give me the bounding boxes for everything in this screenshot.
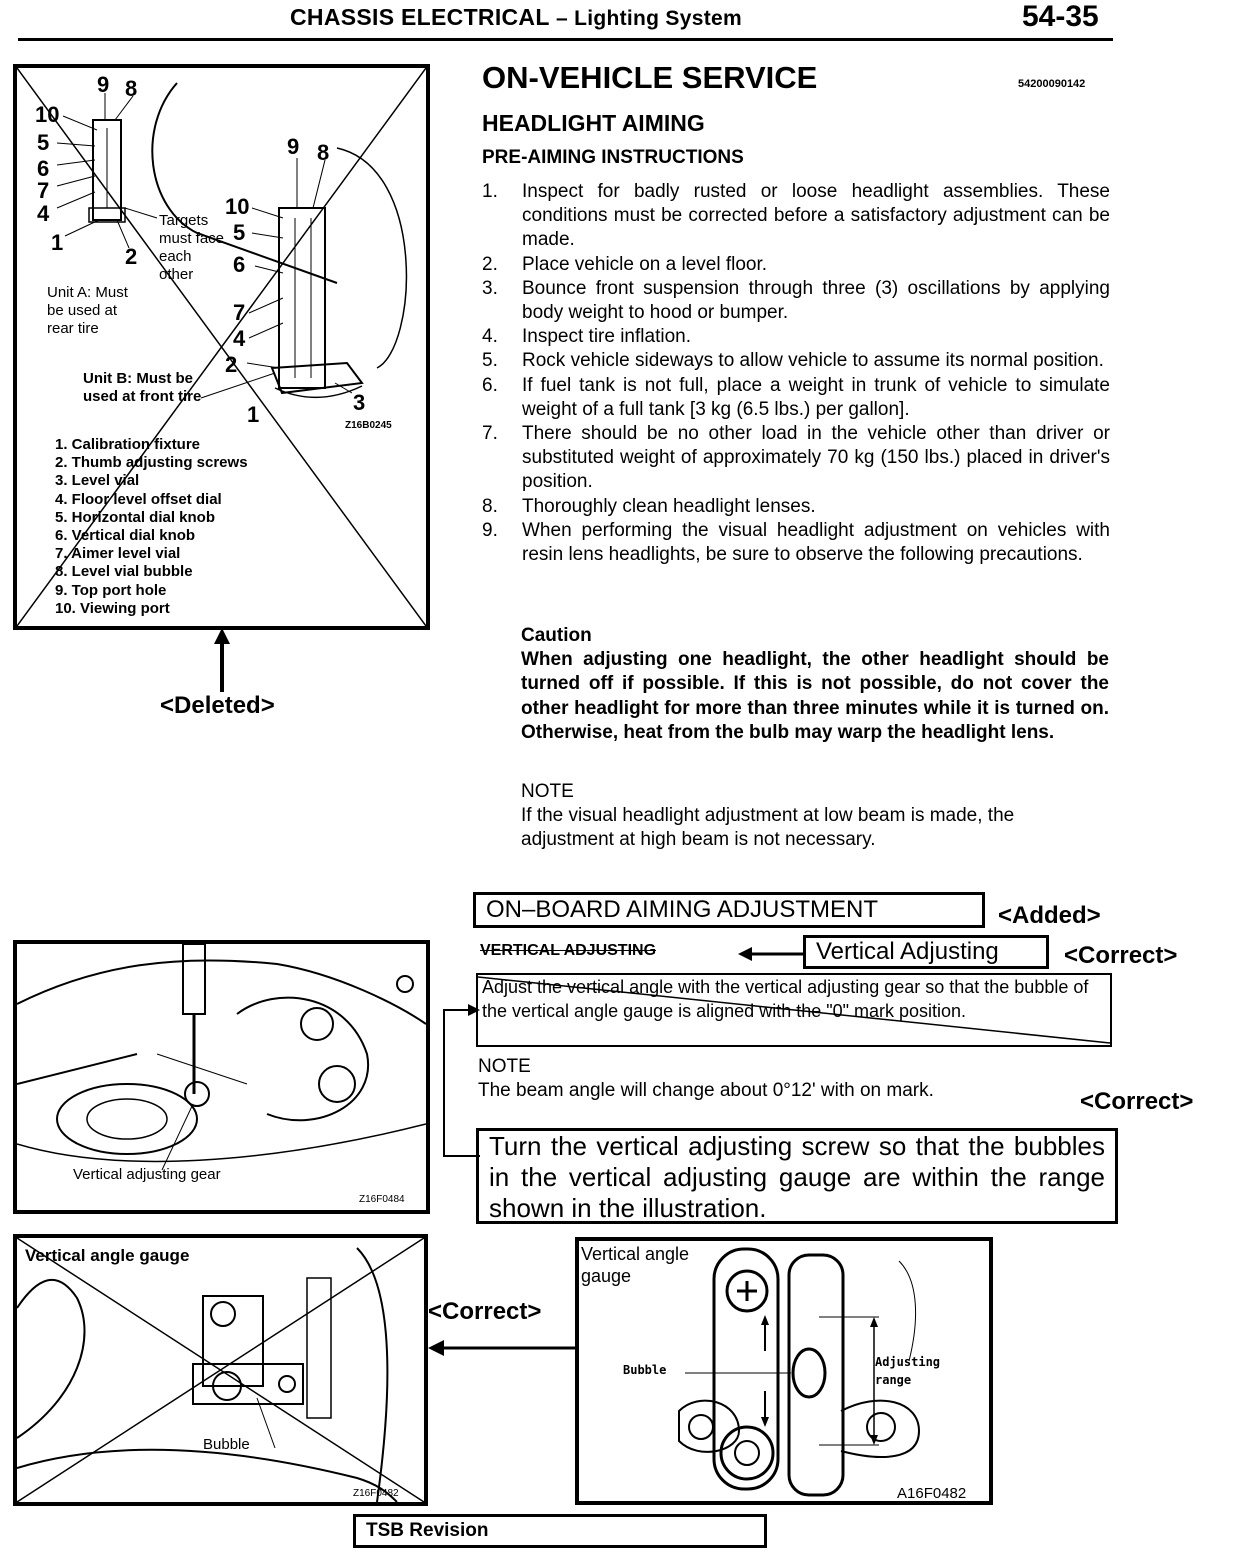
callout-number: 7 [233,300,246,325]
correct-label-2: <Correct> [1080,1088,1194,1115]
list-item: 2. Place vehicle on a level floor. [482,253,768,275]
caution-block [521,624,1109,745]
callout-number: 2 [225,352,238,377]
list-item: 4. Inspect tire inflation. [482,326,691,348]
bubble-label-new: Bubble [623,1363,667,1377]
legend-item: 4. Floor level offset dial [55,490,222,508]
header-title [290,4,742,31]
list-item: 8. Thoroughly clean headlight lenses. [482,495,816,517]
callout-number: 10 [225,194,250,219]
figure-angle-gauge-new [575,1237,993,1505]
section-subheading: PRE-AIMING INSTRUCTIONS [482,147,744,168]
figure-code: A16F0482 [897,1485,967,1502]
unit-b-label: Unit B: Must be used at front tire [83,370,202,405]
old-heading: VERTICAL ADJUSTING [480,942,657,959]
legend-item: 1. Calibration fixture [55,436,201,453]
chapter-subtitle: – Lighting System [555,7,742,30]
callout-number: 9 [97,72,110,97]
bubble-label-old: Bubble [203,1436,250,1453]
list-item: 6. If fuel tank is not full, place a weight in trunk of vehicle to simulate weight of a full tank [3 kg (6.5 lbs.) per gallon]. [482,374,1110,420]
angle-gauge-old-drawing [17,1238,424,1502]
figure-code: Z16F0482 [353,1488,399,1499]
onboard-title: ON–BOARD AIMING ADJUSTMENT [473,892,985,928]
note-text: If the visual headlight adjustment at low beam is made, the adjustment at high beam is not necessary. [521,805,1015,851]
figure-code: Z16F0484 [359,1194,405,1205]
steps-list [482,180,1110,567]
legend-item: 9. Top port hole [55,581,167,599]
list-item: 5. Rock vehicle sideways to allow vehicle to assume its normal position. [482,350,1104,372]
callout-number: 7 [37,178,50,203]
gauge-title-new: Vertical angle gauge [581,1244,690,1286]
correct-label-1: <Correct> [1064,942,1178,969]
legend-item: 6. Vertical dial knob [55,527,196,545]
caution-title: Caution [521,625,592,646]
callout-number: 4 [233,326,246,351]
note-block [521,780,1109,853]
callout-number: 10 [35,102,60,127]
callout-number: 4 [37,201,50,226]
page-number: 54-35 [1022,0,1099,33]
callout-number: 8 [125,76,138,101]
old-instruction [476,973,1112,1047]
figure-code: Z16B0245 [345,420,392,431]
legend-item: 5. Horizontal dial knob [55,508,216,526]
gear-label: Vertical adjusting gear [73,1166,221,1183]
section-code: 54200090142 [1018,78,1086,90]
legend-item: 7. Aimer level vial [55,545,181,563]
targets-label: Targets must face each other [159,212,225,283]
chapter-title: CHASSIS ELECTRICAL [290,4,550,30]
callout-number: 5 [37,130,50,155]
list-item: 3. Bounce front suspension through three (3) oscillations by applying body weight to hood or bumper. [482,277,1110,324]
figure-aimer [13,64,430,630]
legend-item: 2. Thumb adjusting screws [55,454,248,472]
list-item: 9. When performing the visual headlight adjustment on vehicles with resin lens headlights, be sure to observe the following precautions. [482,519,1110,566]
figure-angle-gauge-old [13,1234,428,1506]
callout-number: 6 [37,156,50,181]
callout-number: 1 [51,230,64,255]
legend-item: 3. Level vial [55,472,140,490]
legend-item: 10. Viewing port [55,599,170,617]
list-item: 7. There should be no other load in the vehicle other than driver or substituted weight of approximately 70 kg (150 lbs.) placed in driver's position. [482,423,1110,493]
figure-adjusting-gear [13,940,430,1214]
correct-label-3: <Correct> [428,1298,542,1325]
arrow-up-icon [204,628,244,698]
callout-number: 1 [247,402,260,427]
onboard-note-title: NOTE [478,1056,531,1077]
note-title: NOTE [521,781,574,802]
arrow-left-icon [428,1338,578,1358]
unit-a-label: Unit A: Must be used at rear tire [47,284,128,337]
callout-number: 5 [233,220,246,245]
figure-legend [55,436,355,618]
callout-number: 8 [317,140,330,165]
arrow-left-icon [738,944,808,964]
section-subtitle: HEADLIGHT AIMING [482,110,705,136]
deleted-label: <Deleted> [160,692,275,719]
callout-number: 2 [125,244,138,269]
callout-number: 9 [287,134,300,159]
old-instruction-text: Adjust the vertical angle with the vertical adjusting gear so that the bubble of the vertical angle gauge is aligned with the "0" mark position. [482,977,1089,1021]
caution-text: When adjusting one headlight, the other headlight should be turned off if possible. If this is not possible, do not cover the other headlight for more than three minutes while it is turned on. Otherwise, heat from the bulb may warp the headlight lens. [521,649,1109,743]
cross-out [478,975,1110,1045]
new-heading: Vertical Adjusting [803,935,1049,969]
new-instruction: Turn the vertical adjusting screw so that the bubbles in the vertical adjusting gauge are within the range shown in the illustration. [476,1128,1118,1224]
added-label: <Added> [998,902,1101,929]
section-title: ON-VEHICLE SERVICE [482,60,818,95]
range-label: Adjusting range [875,1355,941,1387]
callout-number: 3 [353,390,366,415]
gauge-title-old: Vertical angle gauge [25,1246,190,1265]
callout-number: 6 [233,252,246,277]
list-item: 1. Inspect for badly rusted or loose headlight assemblies. These conditions must be corrected before a satisfactory adjustment can be made. [482,181,1110,251]
onboard-note-text: The beam angle will change about 0°12' with on mark. [478,1080,934,1101]
tsb-revision-box: TSB Revision [353,1514,767,1548]
legend-item: 8. Level vial bubble [55,563,193,581]
header-rule [18,38,1113,41]
